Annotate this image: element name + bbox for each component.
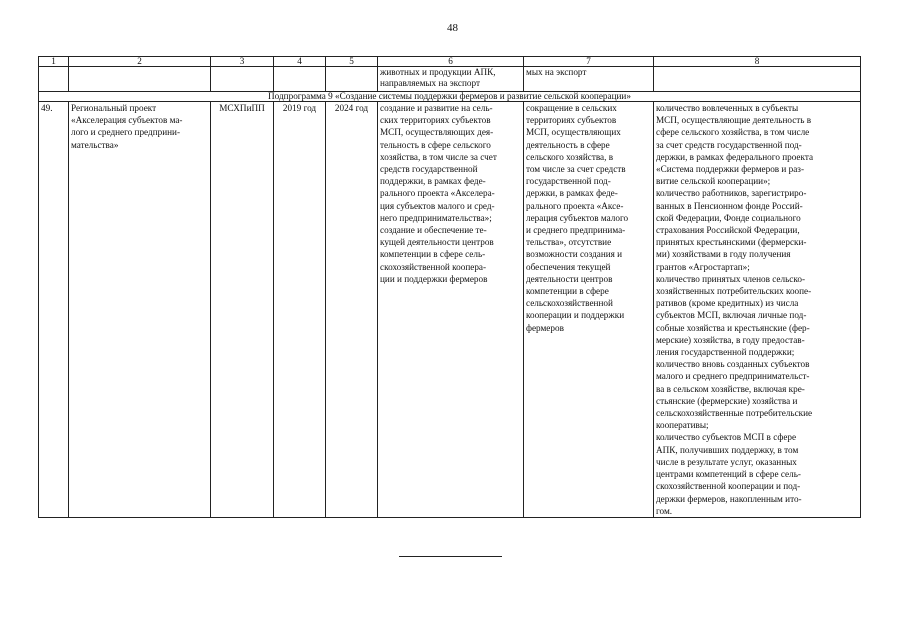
- subprogram-title: Подпрограмма 9 «Создание системы поддержки фермеров и развитие сельской кооперации»: [39, 92, 861, 102]
- footer-divider: [399, 556, 502, 557]
- column-number: 4: [274, 57, 326, 67]
- responsible-executor: МСХПиПП: [211, 102, 274, 518]
- non-implementation-consequences: сокращение в сельских территориях субъектов МСП, осуществляющих деятельность в сфере сельского хозяйства, в том числе за счет средств государственной под- держки, в рамках феде- рального проекта «Аксе- лерация субъектов малого и среднего предпринима- тельства», отсутствие возможности создания и обеспечения текущей деятельности центров компетенции в сфере сельскохозяйственной кооперации и поддержки фермеров: [524, 102, 654, 518]
- column-number: 1: [39, 57, 69, 67]
- start-year: 2019 год: [274, 102, 326, 518]
- column-number: 5: [326, 57, 378, 67]
- row-number: 49.: [39, 102, 69, 518]
- column-number: 7: [524, 57, 654, 67]
- column-number: 3: [211, 57, 274, 67]
- expected-result: создание и развитие на сель- ских территориях субъектов МСП, осуществляющих дея- тельность в сфере сельского хозяйства, в том числе за счет средств государственной поддержки, в рамках феде- рального проекта «Акселера- ция субъектов малого и сред- него предпринимательства»; создание и обеспечение те- кущей деятельности центров компетенции в сфере сель- скохозяйственной коопера- ции и поддержки фермеров: [378, 102, 524, 518]
- subprogram-row: [39, 92, 861, 102]
- column-number: 2: [69, 57, 211, 67]
- project-name: Региональный проект «Акселерация субъектов ма- лого и среднего предприни- мательства»: [69, 102, 211, 518]
- column-number: 8: [654, 57, 861, 67]
- table-row: [39, 102, 861, 518]
- continuation-result-text: животных и продукции АПК, направляемых на экспорт: [378, 67, 524, 92]
- related-indicators: количество вовлеченных в субъекты МСП, осуществляющие деятельность в сфере сельского хозяйства, в том числе за счет средств государственной под- держки, в рамках федерального проекта «Система поддержки фермеров и раз- витие сельской кооперации»; количество работников, зарегистриро- ванных в Пенсионном фонде Россий- ской Федерации, Фонде социального страхования Российской Федерации, принятых крестьянскими (фермерски- ми) хозяйствами в году получения грантов «Агростартап»; количество принятых членов сельско- хозяйственных потребительских коопе- ративов (кроме кредитных) из числа субъектов МСП, включая личные под- собные хозяйства и крестьянские (фер- мерские) хозяйства, в году предостав- ления государственной поддержки; количество вновь созданных субъектов малого и среднего предпринимательст- ва в сельском хозяйстве, включая кре- стьянские (фермерские) хозяйства и сельскохозяйственные потребительские кооперативы; количество субъектов МСП в сфере АПК, получивших поддержку, в том числе в результате услуг, оказанных центрами компетенций в сфере сель- скохозяйственной кооперации и под- держки фермеров, накопленным ито- гом.: [654, 102, 861, 518]
- page-number: 48: [447, 22, 458, 34]
- column-number-row: [39, 57, 861, 67]
- column-number: 6: [378, 57, 524, 67]
- measures-table: [38, 56, 861, 518]
- continuation-row: [39, 67, 861, 92]
- continuation-consequences-text: мых на экспорт: [524, 67, 654, 92]
- end-year: 2024 год: [326, 102, 378, 518]
